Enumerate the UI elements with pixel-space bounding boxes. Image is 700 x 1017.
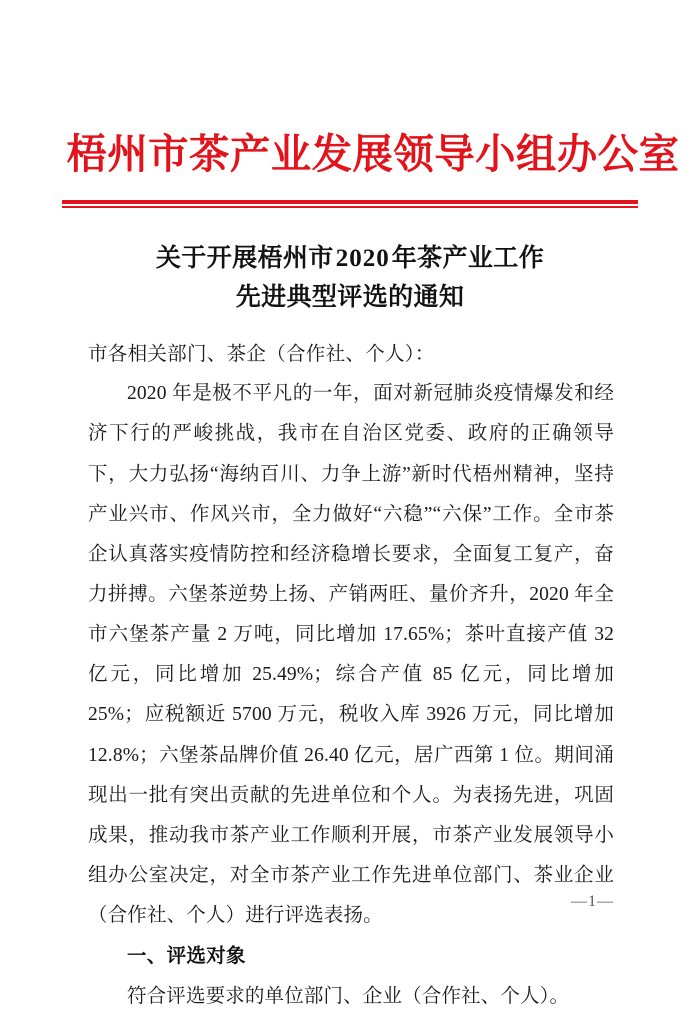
document-title-line1-prefix: 关于开展梧州市 (155, 245, 334, 272)
masthead (62, 131, 680, 178)
document-title (110, 240, 590, 318)
section-heading-1: 一、评选对象 (127, 945, 246, 968)
salutation: 市各相关部门、茶企（合作社、个人）： (88, 344, 435, 365)
document-body (88, 340, 614, 1017)
divider-thin-line (62, 206, 638, 208)
masthead-divider (62, 200, 638, 208)
document-title-year: 2020 (335, 245, 390, 272)
document-title-line2: 先进典型评选的通知 (235, 283, 465, 311)
page-number: —1— (571, 893, 614, 910)
document-title-line1-suffix: 年茶产业工作 (391, 245, 545, 272)
section-content-1: 符合评选要求的单位部门、企业（合作社、个人）。 (127, 985, 570, 1007)
body-paragraph: 2020 年是极不平凡的一年，面对新冠肺炎疫情爆发和经济下行的严峻挑战，我市在自治区党委、政府的正确领导下，大力弘扬“海纳百川、力争上游”新时代梧州精神，坚持产业兴市、作风兴市，全力做好“六稳”“六保”工作。全市茶企认真落实疫情防控和经济稳增长要求，全面复工复产，奋力拼搏。六堡茶逆势上扬、产销两旺、量价齐升，2020 年全市六堡茶产量 2 万吨，同比增加 17.65%；茶叶直接产值 32 亿元，同比增加 25.49%；综合产值 85 亿元，同比增加 25%；应税额近 5700 万元，税收入库 3926 万元，同比增加 12.8%；六堡茶品牌价值 26.40 亿元，居广西第 1 位。期间涌现出一批有突出贡献的先进单位和个人。为表扬先进，巩固成果，推动我市茶产业工作顺利开展，市茶产业发展领导小组办公室决定，对全市茶产业工作先进单位部门、茶业企业（合作社、个人）进行评选表扬。 (88, 383, 614, 927)
issuing-organization-title: 梧州市茶产业发展领导小组办公室 (66, 131, 680, 177)
